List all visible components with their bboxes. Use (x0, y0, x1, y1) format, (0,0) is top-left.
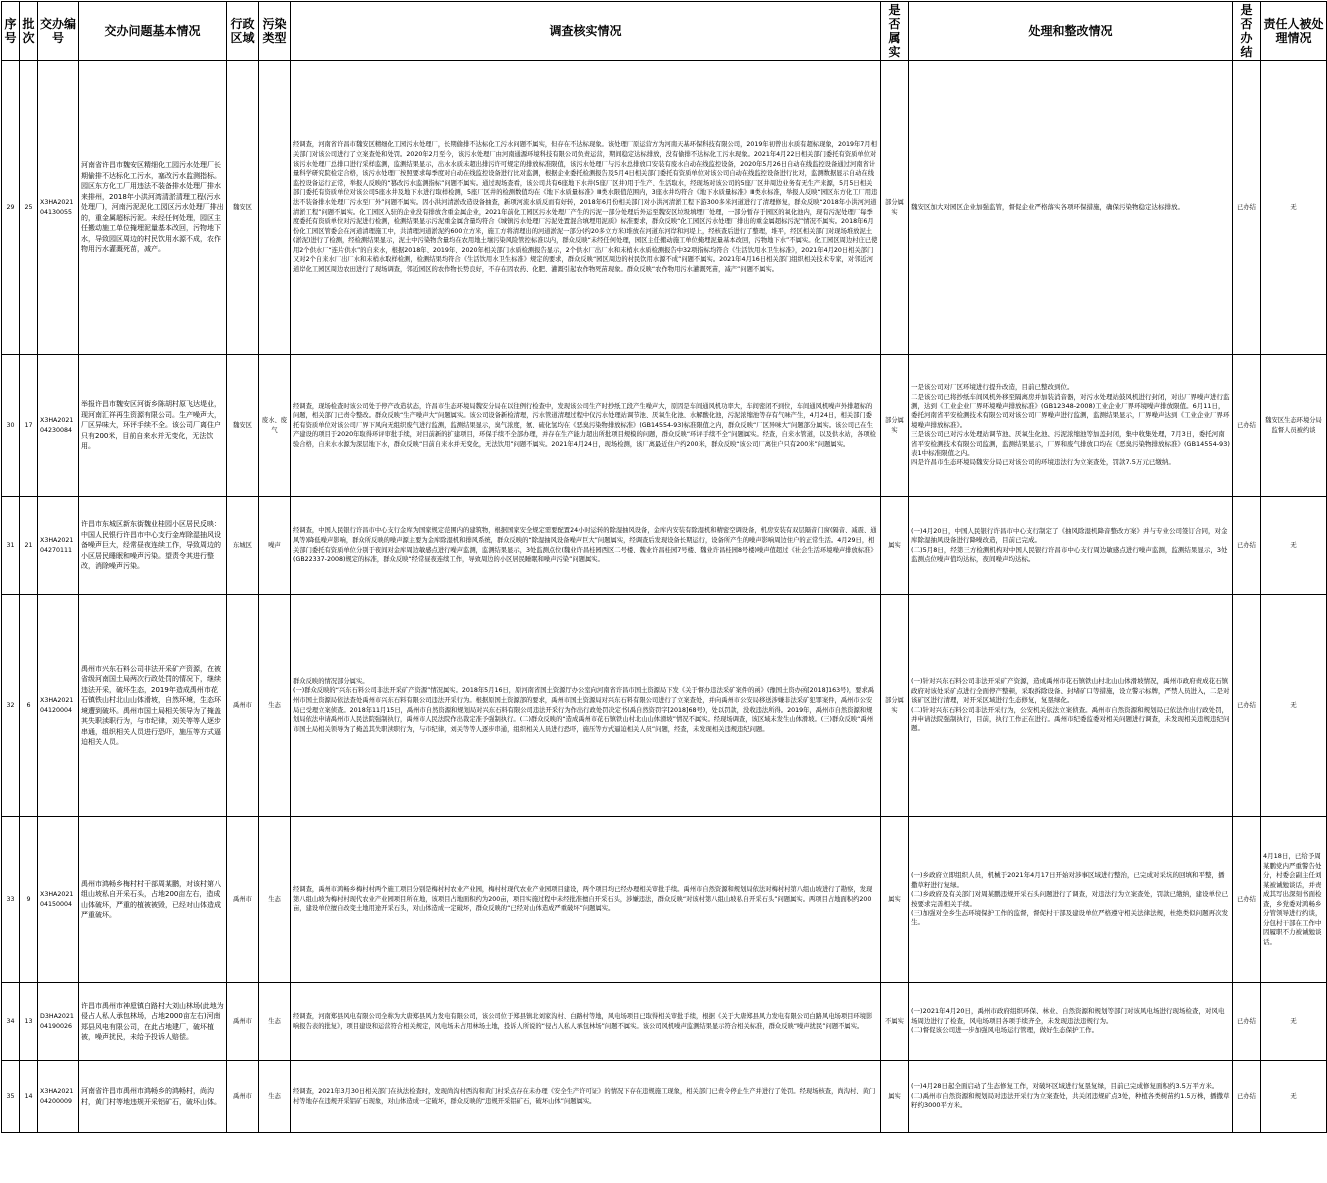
cell-rectify: (一)4月20日，中国人民银行许昌市中心支行制定了《抽风除湿机降音整改方案》并与专业公司签订合同，对金库除湿抽风设备进行降噪改造，目前已完成。 (二)5月8日，经第三方检测机构对中国人民银行许昌市中心支行周边敏感点进行噪声监测，监测结果显示，3处监测点位噪声值均达标，夜间噪声均达标。 (909, 497, 1233, 595)
table-row (2, 983, 1327, 1061)
cell-batch: 21 (20, 497, 38, 595)
cell-batch: 14 (20, 1061, 38, 1133)
cell-closed: 已办结 (1233, 355, 1261, 497)
cell-district: 魏安区 (227, 355, 259, 497)
cell-accountability: 无 (1261, 595, 1327, 817)
cell-seq: 34 (2, 983, 20, 1061)
cell-problem: 禹州市兴东石料公司非法开采矿产资源，在被省级河南国土局两次行政处罚的情况下，继续违法开采，破坏生态，2019年造成禹州市花石镇铁山村北山山体滑坡，自然环境，生态环境遭到破坏。禹州市国土局相关领导为了掩盖其失职渎职行为，与市纪律，刘关等等人逐步串通，组织相关人员进行恐吓，施压等方式逼迫相关人员。 (79, 595, 227, 817)
cell-code: X3HA202104200009 (38, 1061, 79, 1133)
header-district: 行政区域 (227, 2, 259, 61)
cell-finding: 经调查，现场检查时该公司处于停产改造状态，许昌市生态环境局魏安分局在以往例行检查中，发现该公司生产时抄纸工段产生噪声大，原因是车间通风机功率大，车间密闭不到位，车间通风机噪声外排超标的问题，相关部门已责令整改。群众反映“生产噪声大”问题属实。该公司设备新检清理，污水管道清理过程中仅污水处理站调节池、厌氧生化池、水解酸化池，污泥浓缩池等存有气味产生，4月24日，相关部门委托有资质单位对该公司厂界下风向无组织废气进行监测，监测结果显示，臭气浓度，氨、硫化氢均在《恶臭污染物排放标准》(GB14554-93)标准限值之内，群众反映“厂区异味大”问题部分属实。该公司已在生产建设的项目于2020年取得环评审批手续，对目前新的扩建项目，环保手续不全部办理，并存在生产能力超出所批项目规模的问题，群众反映“环评手续不全”问题属实。经查，自来水管道，以及供水站，各项检验合格，自来水水源为深层地下水，群众反映“目前自来水并无变化，无法饮用”问题不属实。2021年4月24日，现场检测，该厂离最近住户约200米，群众反映“该公司厂离住户只有200米”问题属实。 (291, 355, 881, 497)
cell-batch: 17 (20, 355, 38, 497)
cell-code: X3HA202104150004 (38, 817, 79, 983)
cell-finding: 经调查，中国人民银行许昌市中心支行金库为国家规定范围内的建筑物，根据国家安全规定需要配置24小时运转的除湿抽风设备，金库内安装有除湿机和精密空调设备，机房安装有双层隔音门窗(隔音、减震、通风等)降低噪声影响，群众所反映的噪声源主要为金库除湿机和排风系统，群众反映的“除湿抽风设备噪声巨大”问题属实，经调查后发现设备长期运行，设备所产生的噪声影响周边住户的正常生活。4月29日，相关部门委托有资质单位分别于夜间对金库周边敏感点进行噪声监测，监测结果显示，3处监测点位(魏业许昌桂园西区二号楼、魏业许昌桂园7号楼、魏业许昌桂园8号楼)噪声值超过《社会生活环境噪声排放标准》(GB22337-2008)规定的标准，群众反映“经常昼夜连续工作，导致周边的小区居民睡眠和噪声污染”问题属实。 (291, 497, 881, 595)
header-seq: 序号 (2, 2, 20, 61)
cell-verified: 部分属实 (881, 61, 909, 355)
cell-problem: 河南省许昌市魏安区精细化工园污水处理厂长期偷排不达标化工污水，塞改污水监测指标。园区东方化工厂用违法不装备排水处理厂排水来排州，2018年小洪河湾清淤清理工程(污水处理厂)，河南污泥泥化工园区污水处理厂排出的，重金属超标污泥。未经任何处理，园区主任搬动施工单位掩埋泥量基本改回，污物地下水，导致园区周边的村民饮用水源不成，农作物用污水灌溉死苗，减产。 (79, 61, 227, 355)
cell-type: 噪声 (259, 497, 291, 595)
cell-rectify: (一)乡政府立即组织人员，机械于2021年4月17日开始对涉事区域进行整治，已完成对采坑的回填和平整，播撒草籽进行复绿。 (二)乡政府及有关部门对周某鹏违规开采石头问题进行了调查，对违法行为立案查处，罚款已缴纳，建设单位已按要求完善相关手续。 (三)加强对全乡生态环境保护工作的监督，督促村干部及建设单位严格遵守相关法律法规，杜绝类似问题再次发生。 (909, 817, 1233, 983)
cell-district: 禹州市 (227, 595, 259, 817)
cell-rectify: 魏安区加大对园区企业加强监管，督促企业严格落实各项环保措施，确保污染物稳定达标排放。 (909, 61, 1233, 355)
cell-accountability: 4月18日，已给予周某鹏党内严重警告处分，村委会副主任刘某被诫勉谈话，并责成其写出深刻书面检查，乡党委对鸿畅乡分管领导进行约谈，分包村干部在工作中因履职不力被诫勉谈话。 (1261, 817, 1327, 983)
cell-finding: 经调查，河南郑县风电有限公司全称为大唐郑县风力发电有限公司，该公司位于郑县镇北刘家沟村、白路村等地，风电场项目已取得相关审批手续，根据《关于大唐郑县风力发电有限公司白路风电场项目环境影响报告表的批复》，项目建设和运营符合相关规定，风电场未占用林场土地，投诉人所说的“侵占人私人承包林场”问题不属实。该公司风机噪声监测结果显示符合相关标准，群众反映“噪声扰民”问题不属实。 (291, 983, 881, 1061)
header-rectify: 处理和整改情况 (909, 2, 1233, 61)
cell-rectify: (一)4月28日起全面启动了生态修复工作，对破坏区域进行复垦复绿，目前已完成修复面积约3.5万平方米。 (二)禹州市自然资源和规划局对违法开采行为立案查处，共关闭违规矿点3处，种植各类树苗约1.5万株，播撒草籽约3000平方米。 (909, 1061, 1233, 1133)
cell-accountability: 无 (1261, 983, 1327, 1061)
cell-type: 生态 (259, 1061, 291, 1133)
cell-type (259, 61, 291, 355)
cell-seq: 33 (2, 817, 20, 983)
table-row (2, 1061, 1327, 1133)
cell-closed: 已办结 (1233, 497, 1261, 595)
cell-verified: 属实 (881, 1061, 909, 1133)
cell-verified: 部分属实 (881, 355, 909, 497)
cell-district: 东城区 (227, 497, 259, 595)
table-row (2, 595, 1327, 817)
cell-accountability: 无 (1261, 61, 1327, 355)
cell-verified: 属实 (881, 817, 909, 983)
cell-verified: 部分属实 (881, 595, 909, 817)
cell-batch: 9 (20, 817, 38, 983)
cell-finding: 经调查，2021年3月30日相关部门在执法检查时，发现尚沟村西沟和黄门村采点存在未办理《安全生产许可证》的情况下存在违规施工现象，相关部门已责令停止生产并进行了处罚。经现场核查，尚沟村、黄门村等地存在违规开采铝矿石现象，对山体造成一定破坏，群众反映的“违规开采铝矿石，破坏山体”问题属实。 (291, 1061, 881, 1133)
header-row (2, 2, 1327, 61)
cell-seq: 32 (2, 595, 20, 817)
cell-type: 废水、废气 (259, 355, 291, 497)
cell-problem: 禹州市鸿畅乡梅村村干部周某鹏，对该村第八组山坡私自开采石头，占地200亩左右，造成山体破坏，严重的植被被毁，已经对山体造成严重破坏。 (79, 817, 227, 983)
table-row (2, 817, 1327, 983)
cell-verified: 不属实 (881, 983, 909, 1061)
cell-problem: 河南省许昌市禹州市鸿畅乡的鸿畅村，尚沟村，黄门村等地违规开采铝矿石，破坏山体。 (79, 1061, 227, 1133)
cell-closed: 已办结 (1233, 61, 1261, 355)
cell-rectify: (一)针对兴东石料公司非法开采矿产资源，造成禹州市花石镇铁山村北山山体滑坡情况，禹州市政府责成花石镇政府对该处采矿点进行全面停产整顿，采取拆除设备、封堵矿口等措施，设立警示标牌，严禁人员进入，二是对该矿区进行清理，对开采区域进行生态修复，复垦绿化。 (二)针对兴东石料公司非法开采行为，公安机关依法立案侦查。禹州市自然资源和规划局已依法作出行政处罚，并申请法院强制执行，目前，执行工作正在进行。禹州市纪委监委对相关问题进行调查，未发现相关违规违纪问题。 (909, 595, 1233, 817)
header-batch: 批次 (20, 2, 38, 61)
cell-code: X3HA202104230084 (38, 355, 79, 497)
cell-seq: 35 (2, 1061, 20, 1133)
cell-finding: 群众反映的情况部分属实。 (一)群众反映的“兴东石料公司非法开采矿产资源”情况属实。2018年5月16日，原河南省国土资源厅办公室向河南省许昌市国土资源局下发《关于督办违法采矿案件的函》(豫国土资办函[2018]163号)，要求禹州市国土资源局依法查处禹州市兴东石料有限公司违法开采行为。根据原国土资源部的要求，禹州市国土资源局对兴东石料有限公司进行了立案查处，并向禹州市公安局移送涉嫌非法采矿犯罪案件，禹州市公安局已受理立案侦查。2018年11月15日，禹州市自然资源和规划局对兴东石料有限公司违法开采行为作出行政处罚决定书(禹自然资罚字[2018]68号)，处以罚款，没收违法所得。2019年，禹州市自然资源和规划局依法申请禹州市人民法院强制执行，禹州市人民法院作出裁定准予强制执行。(二)群众反映的“造成禹州市花石镇铁山村北山山体滑坡”情况不属实。经现场调查，该区域未发生山体滑坡。(三)群众反映“禹州市国土局相关领导为了掩盖其失职渎职行为，与市纪律，刘关等等人逐步串通，组织相关人员进行恐吓，施压等方式逼迫相关人员”问题，经查，未发现相关违规违纪问题。 (291, 595, 881, 817)
cell-code: D3HA202104190026 (38, 983, 79, 1061)
cell-type: 生态 (259, 817, 291, 983)
cell-type: 生态 (259, 983, 291, 1061)
cell-seq: 31 (2, 497, 20, 595)
cell-batch: 6 (20, 595, 38, 817)
table-row (2, 355, 1327, 497)
cell-rectify: (一)2021年4月20日，禹州市政府组织环保、林业、自然资源和规划等部门对该风电场进行现场检查，对风电场周边进行了检查，风电场项目各项手续齐全，未发现违法违规行为。 (二)督促该公司进一步加强风电场运行管理，做好生态保护工作。 (909, 983, 1233, 1061)
cell-code: X3HA202104120004 (38, 595, 79, 817)
cell-problem: 许昌市东城区新东街魏业桂园小区居民反映：中国人民银行许昌市中心支行金库除湿抽风设备噪声巨大，经常昼夜连续工作，导致周边的小区居民睡眠和噪声污染。望责令其进行整改，消除噪声污染。 (79, 497, 227, 595)
cell-closed: 已办结 (1233, 595, 1261, 817)
cell-finding: 经调查，禹州市鸿畅乡梅村村两个施工项目分别是梅村村农业产业园，梅村村现代农业产业园项目建设，两个项目均已经办理相关审批手续。禹州市自然资源和规划局依法对梅村村第八组山坡进行了勘察，发现第八组山坡为梅村村现代农业产业园项目所在地，该项目占地面积约为200亩，项目实施过程中未经批准擅自开采石头，涉嫌违法，群众反映“对该村第八组山坡私自开采石头”问题属实。两项目占地面积约200亩，建设单位擅自改变土地用途开采石头，对山体造成一定破坏，群众反映的“已经对山体造成严重破坏”问题属实。 (291, 817, 881, 983)
cell-rectify: 一是该公司对厂区环境进行提升改造，目前已整改到位。 二是该公司已将抄纸车间风机外移至隔离房并加装消音器，对污水处理站鼓风机进行封闭，对出厂界噪声进行监测，达到《工业企业厂界环境噪声排放标准》(GB12348-2008)工业企业厂界环境噪声排放限值。6月11日，委托河南省平安检测技术有限公司对该公司厂界噪声进行监测，监测结果显示，厂界噪声达到《工业企业厂界环境噪声排放标准》。 三是该公司已对污水处理站调节池、厌氧生化池、污泥浓缩池等加盖封闭，集中收集处理，7月3日，委托河南省平安检测技术有限公司监测，监测结果显示，厂界和废气排放口均在《恶臭污染物排放标准》(GB14554-93)表1中标准限值之内。 四是许昌市生态环境局魏安分局已对该公司的环境违法行为立案查处，罚款7.5万元已缴纳。 (909, 355, 1233, 497)
cell-accountability: 无 (1261, 497, 1327, 595)
cell-batch: 13 (20, 983, 38, 1061)
cell-type: 生态 (259, 595, 291, 817)
header-type: 污染类型 (259, 2, 291, 61)
cell-seq: 29 (2, 61, 20, 355)
cell-verified: 属实 (881, 497, 909, 595)
header-closed: 是否办结 (1233, 2, 1261, 61)
cell-finding: 经调查，河南省许昌市魏安区精细化工园污水处理厂，长期偷排不达标化工污水问题不属实，但存在不达标现象。该处理厂原运营方为河南天基环保科技有限公司，2019年初曾出水质有超标现象，2019年7月相关部门对该公司进行了立案查处和处罚。2020年2月至今，该污水处理厂由河南通源环境科技有限公司负责运营，期间稳定达标排放，没有偷排不达标化工污水现象。2021年4月22日相关部门委托有资质单位对该污水处理厂总排口进行采样监测，监测结果显示，出水水质未超出排污许可规定的排放标准限值，该污水处理厂与污水总排放口安装有废水自动在线监控设备，2020年5月26日自动在线监控设备通过河南省计量科学研究院检定合格，该污水处理厂按照要求每季度对自动在线监控设备进行比对监测，根据企业委托检测报告及5月4日相关部门委托有资质单位对该公司自动在线监控设备进行比对，监测数据显示自动在线监控设备运行正常，举报人反映的“篡改污水监测指标”问题不属实。通过现场查看，该公司共有6座地下水井(5座厂区井)用于生产、生活取水，经现场对该公司的5座厂区井周边业务有无生产来源，5月5日相关部门委托有资质单位对该公司5座水井及地下水进行取样检测，5座厂区井的检测数值均在《地下水质量标准》Ⅲ类水限值范围内，3座水井均符合《地下水质量标准》Ⅲ类水标准，举报人反映“园区东方化工厂用违法不装备排水处理厂污水至厂外”问题不属实。因小洪河清淤改造设备抽查，新项河流水质反而有好转，2018年6月份相关部门对小洪河清淤工程下游300多米河道进行了清理修复，群众反映“2018年小洪河河道清淤工程”问题不属实。化工园区入驻的企业没有排放含重金属企业，2021年前化工园区污水处理厂产生的污泥一部分处理后外运至魏安区垃圾填埋厂处理，一部分暂存于园区的氧化池内，现有污泥处理厂每季度委托有资质单位对污泥进行检测，检测结果显示污泥重金属含量均符合《城镇污水处理厂污泥处置混合填埋用泥质》标准要求，群众反映“化工园区污水处理厂排出的重金属超标污泥”情况不属实。2018年6月份化工园区管委会在河道清理施工中，共清理河道淤泥约600立方米，施工方将清理出的河道淤泥一部分(约20多立方米)堆放在河道东河岸和河堤上，经核查后进行了整理，堆平，经区相关部门对现场堆放泥土(淤泥)进行了检测，经检测结果显示，泥土中污染物含量均在农用地土壤污染风险管控标准以内，群众反映“未经任何处理，园区主任搬动施工单位掩埋泥量基本改回，污物地下水”不属实。化工园区周边村庄已使用2个供水厂“连片供水”的自来水，根据2018年、2019年、2020年相关部门水质检测报告显示，2个供水厂出厂水和末梢水水质检测报告中32项指标均符合《生活饮用水卫生标准》，2021年4月20日相关部门又对2个自来水厂出厂水和末梢水取样检测，检测结果均符合《生活饮用水卫生标准》规定的要求，群众反映“园区周边的村民饮用水源不成”问题不属实。2021年4月16日相关部门组织相关技术专家，对邻近河道岸化工园区周边农田进行了现场调查，邻近园区的农作物长势良好，不存在因农药、化肥、灌溉引起农作物死苗现象。群众反映“农作物用污水灌溉死苗，减产”问题不属实。 (291, 61, 881, 355)
cell-problem: 举报许昌市魏安区河街乡陈胡村原飞达堤业，现河南汇祥再生资源有限公司。生产噪声大，厂区异味大，环评手续不全。该公司厂离住户只有200米，目前自来水并无变化，无法饮用。 (79, 355, 227, 497)
cell-closed: 已办结 (1233, 983, 1261, 1061)
table-row (2, 497, 1327, 595)
case-table (1, 1, 1327, 1133)
cell-district: 魏安区 (227, 61, 259, 355)
table-row (2, 61, 1327, 355)
cell-batch: 25 (20, 61, 38, 355)
header-finding: 调查核实情况 (291, 2, 881, 61)
header-code: 交办编号 (38, 2, 79, 61)
cell-accountability: 魏安区生态环境分局监督人员被约谈 (1261, 355, 1327, 497)
cell-accountability: 无 (1261, 1061, 1327, 1133)
cell-code: X3HA202104270111 (38, 497, 79, 595)
cell-closed: 已办结 (1233, 1061, 1261, 1133)
header-verified: 是否属实 (881, 2, 909, 61)
cell-closed: 已办结 (1233, 817, 1261, 983)
cell-district: 禹州市 (227, 983, 259, 1061)
cell-district: 禹州市 (227, 1061, 259, 1133)
cell-problem: 许昌市禹州市神垕镇白路村大刘山林场(此地为侵占人私人承包林场，占地2000亩左右)河南郑县风电有限公司，在此占地建厂，破坏植被，噪声扰民，未给予投诉人赔偿。 (79, 983, 227, 1061)
cell-seq: 30 (2, 355, 20, 497)
header-accountability: 责任人被处理情况 (1261, 2, 1327, 61)
cell-district: 禹州市 (227, 817, 259, 983)
cell-code: X3HA202104130055 (38, 61, 79, 355)
header-problem: 交办问题基本情况 (79, 2, 227, 61)
